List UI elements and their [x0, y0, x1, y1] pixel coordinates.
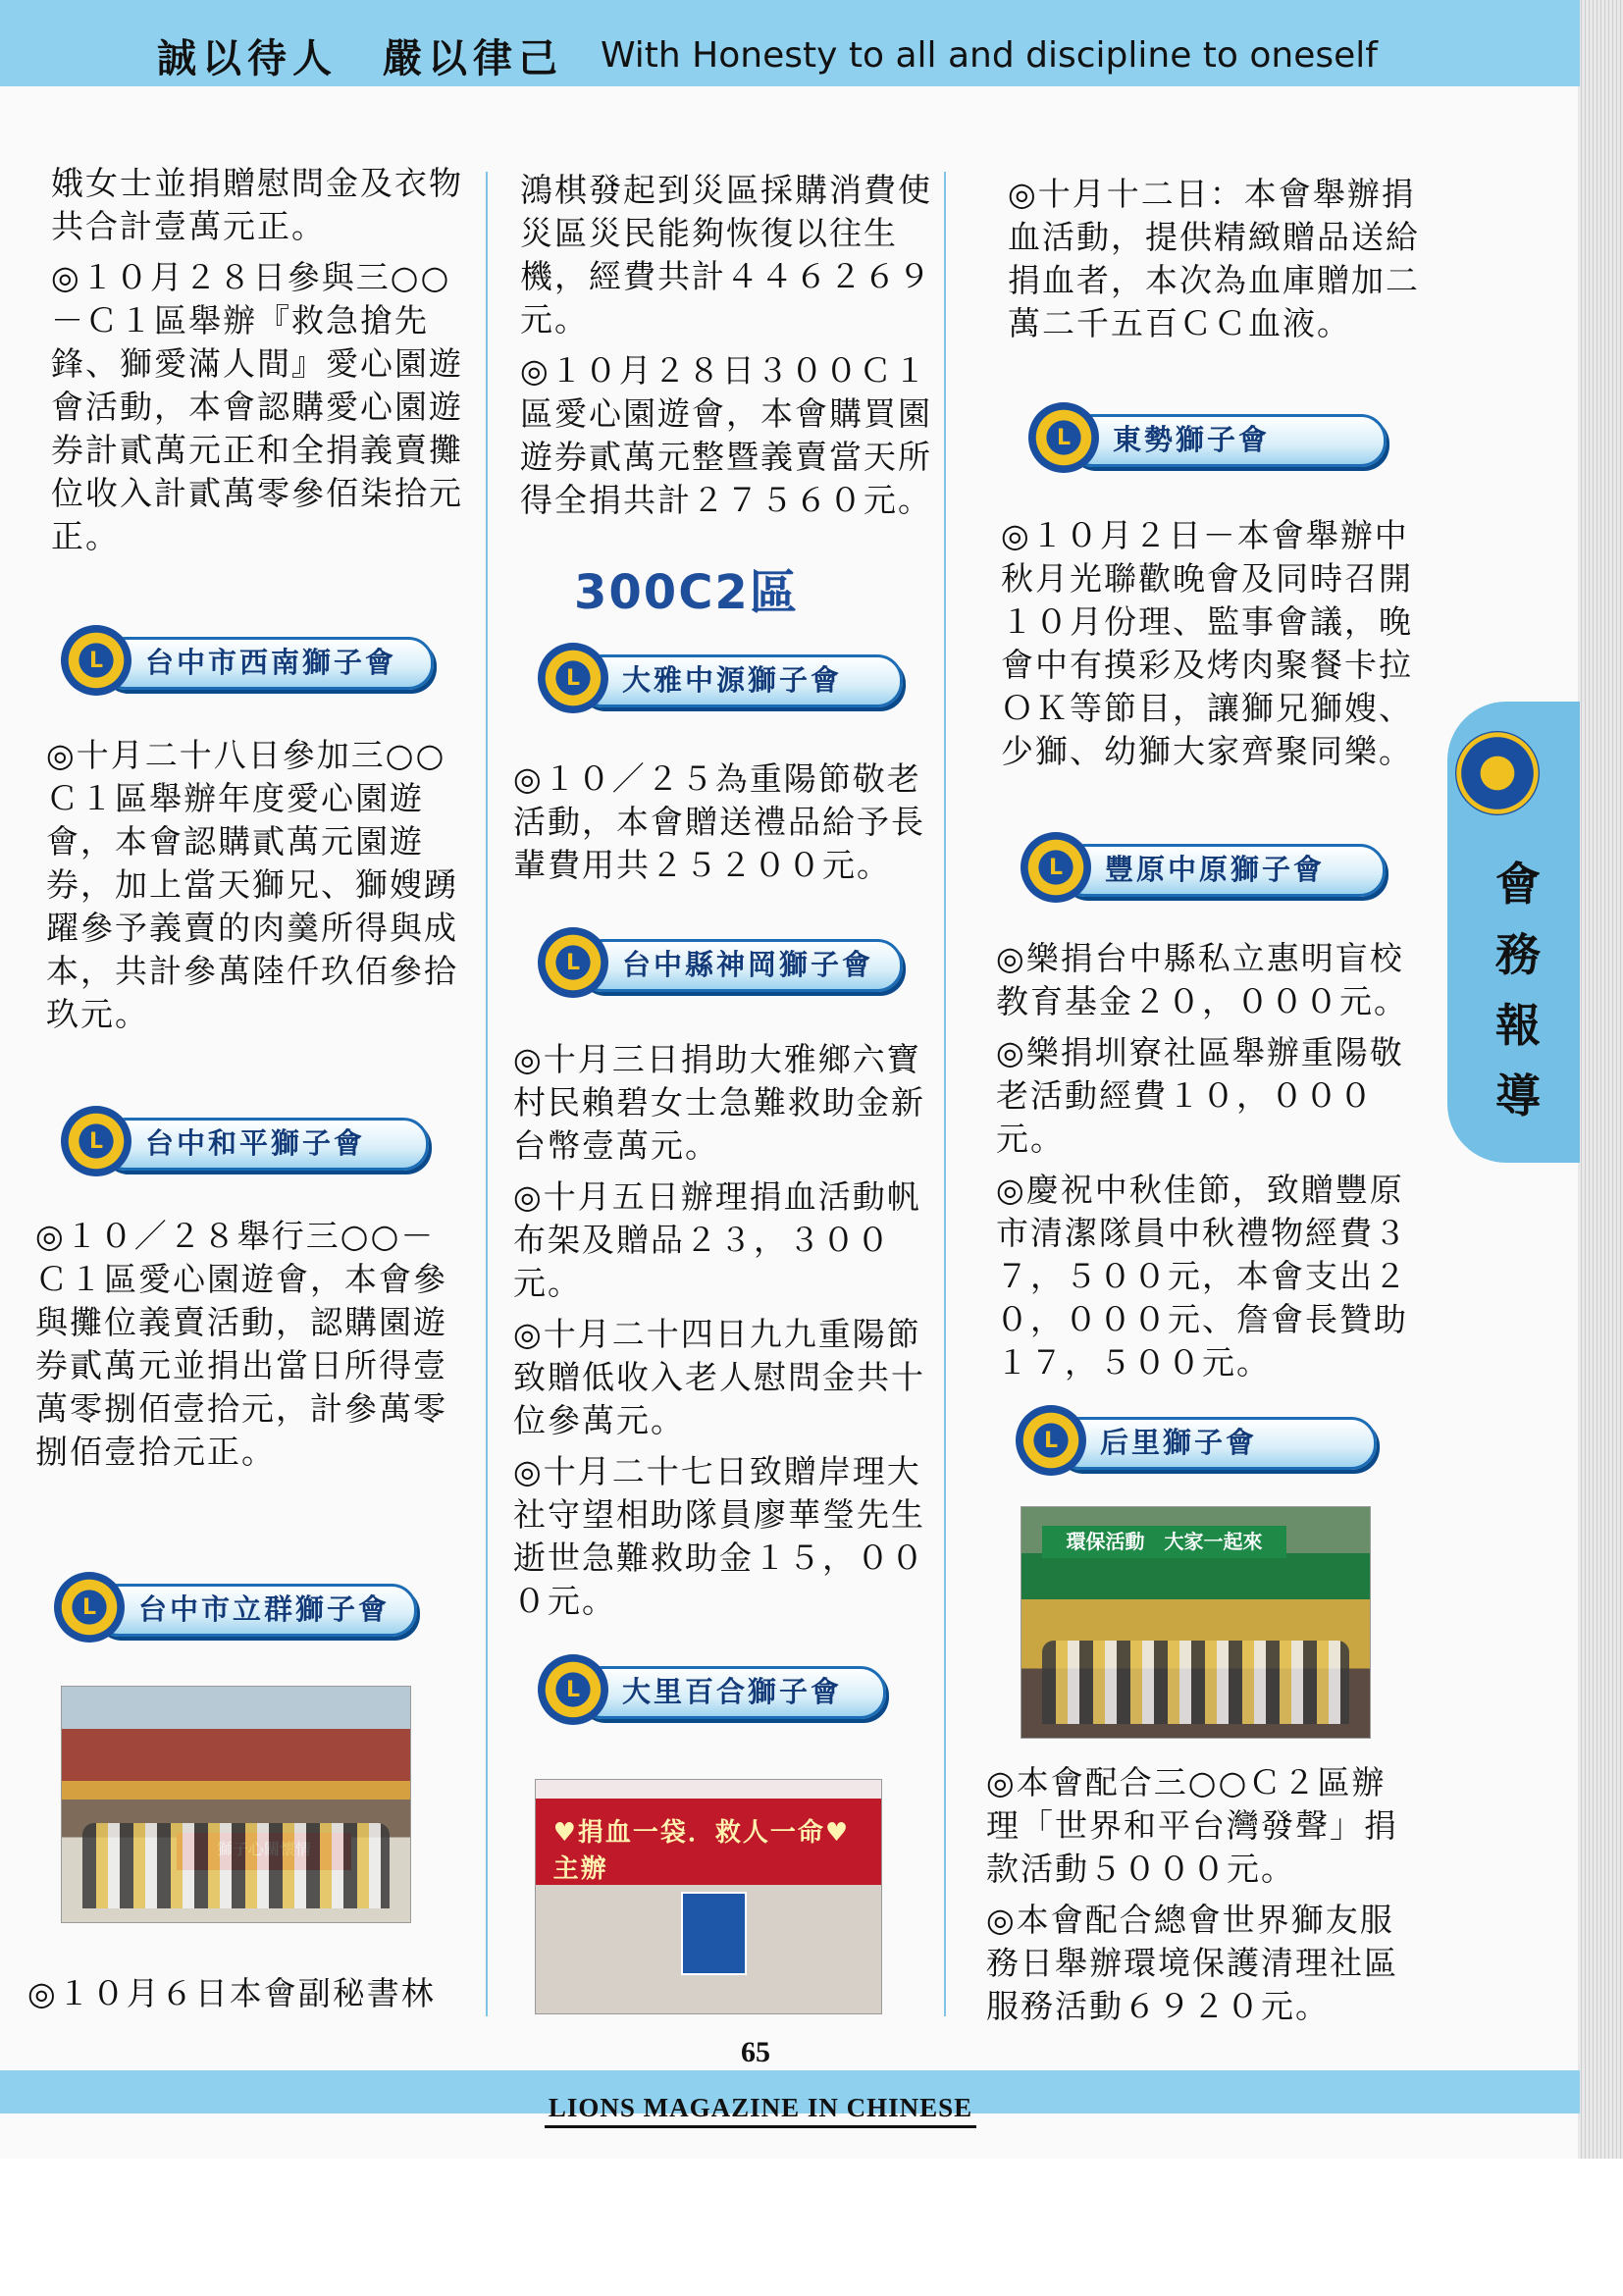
motto-english: With Honesty to all and discipline to oneself	[601, 34, 1378, 76]
club-heading	[1028, 402, 1387, 473]
section-tab	[1447, 702, 1580, 1163]
motto-chinese: 誠以待人 嚴以律己	[157, 35, 563, 81]
photo-banner: ♥捐血一袋．救人一命♥ 主辦	[552, 1818, 851, 1885]
article-text: ◎１０／２５為重陽節敬老活動，本會贈送禮品給予長輩費用共２５２００元。	[513, 759, 925, 884]
club-name: 台中和平獅子會	[145, 1125, 366, 1160]
column-2-section-2	[513, 757, 935, 895]
lions-logo-icon: L	[538, 643, 608, 713]
club-photo	[1021, 1506, 1371, 1739]
club-heading	[538, 1654, 886, 1725]
lions-logo-icon: L	[1016, 1405, 1086, 1476]
club-name: 大雅中源獅子會	[622, 662, 843, 697]
article-text: 鴻棋發起到災區採購消費使災區災民能夠恢復以往生機，經費共計４４６２６９元。	[520, 171, 932, 339]
column-1	[51, 162, 463, 566]
column-3-section-3	[996, 937, 1418, 1392]
lions-logo-icon: L	[1021, 832, 1091, 903]
page-edge	[1578, 0, 1623, 2159]
column-divider	[486, 172, 488, 2016]
district-title: 300C2區	[574, 565, 799, 620]
magazine-title: LIONS MAGAZINE IN CHINESE	[545, 2093, 976, 2128]
club-name: 后里獅子會	[1100, 1425, 1258, 1459]
club-name: 豐原中原獅子會	[1105, 852, 1326, 886]
lions-logo-icon: L	[538, 1654, 608, 1725]
article-text: ◎１０月２日－本會舉辦中秋月光聯歡晚會及同時召開１０月份理、監事會議，晚會中有摸彩及烤肉聚餐卡拉ＯＫ等節目，讓獅兄獅嫂、少獅、幼獅大家齊聚同樂。	[1001, 516, 1413, 770]
article-text: ◎十月十二日：本會舉辦捐血活動，提供精緻贈品送給捐血者，本次為血庫贈加二萬二千五百ＣＣ血液。	[1008, 175, 1420, 342]
article-text: ◎１０月２８日參與三○○－Ｃ１區舉辦『救急搶先鋒、獅愛滿人間』愛心園遊會活動，本會認購愛心園遊券計貳萬元正和全捐義賣攤位收入計貳萬零參佰柒拾元正。	[51, 258, 463, 555]
club-photo	[535, 1779, 882, 2014]
article-text: ◎十月二十四日九九重陽節致贈低收入老人慰問金共十位參萬元。	[513, 1315, 925, 1439]
club-heading	[61, 1106, 429, 1176]
club-name: 台中縣神岡獅子會	[622, 947, 874, 981]
article-text: ◎本會配合三○○Ｃ２區辦理「世界和平台灣發聲」捐款活動５０００元。	[986, 1763, 1398, 1888]
club-name: 東勢獅子會	[1113, 422, 1271, 456]
column-1-section-4	[27, 1972, 459, 2023]
article-text: ◎１０月６日本會副秘書林	[27, 1974, 436, 2012]
page-number: 65	[741, 2036, 770, 2068]
club-heading	[54, 1572, 417, 1643]
club-heading	[1016, 1405, 1377, 1476]
lions-logo-icon: L	[54, 1572, 125, 1643]
article-text: ◎十月五日辦理捐血活動帆布架及贈品２３，３００元。	[513, 1177, 921, 1302]
lions-logo-icon: L	[61, 625, 131, 696]
article-text: ◎１０月２８日３００Ｃ１區愛心園遊會，本會購買園遊券貳萬元整暨義賣當天所得全捐共計２７５６０元。	[520, 351, 932, 519]
lions-logo-icon: L	[1028, 402, 1099, 473]
article-text: ◎十月二十八日參加三○○Ｃ１區舉辦年度愛心園遊會，本會認購貳萬元園遊券，加上當天獅兄、獅嫂踴躍參予義賣的肉羹所得與成本，共計參萬陸仟玖佰參拾玖元。	[46, 736, 458, 1033]
club-photo	[61, 1686, 411, 1923]
article-text: ◎樂捐台中縣私立惠明盲校教育基金２０，０００元。	[996, 939, 1408, 1020]
column-1-section-3	[35, 1215, 457, 1482]
column-3	[1008, 173, 1430, 353]
article-text: 娥女士並捐贈慰問金及衣物共合計壹萬元正。	[51, 164, 463, 245]
column-3-section-2	[1001, 514, 1423, 781]
lions-logo-icon: L	[61, 1106, 131, 1176]
club-name: 大里百合獅子會	[622, 1674, 843, 1708]
page-header	[157, 27, 1378, 82]
article-text: ◎樂捐圳寮社區舉辦重陽敬老活動經費１０，０００元。	[996, 1033, 1404, 1158]
column-3-section-4	[986, 1761, 1418, 2036]
article-text: ◎十月三日捐助大雅鄉六寶村民賴碧女士急難救助金新台幣壹萬元。	[513, 1040, 925, 1165]
article-text: ◎１０／２８舉行三○○－Ｃ１區愛心園遊會，本會參與攤位義賣活動，認購園遊券貳萬元並捐出當日所得壹萬零捌佰壹拾元，計參萬零捌佰壹拾元正。	[35, 1217, 447, 1471]
lions-seal-icon	[1455, 731, 1540, 815]
club-heading	[1021, 832, 1386, 903]
lions-logo-icon: L	[538, 927, 608, 998]
article-text: ◎十月二十七日致贈岸理大社守望相助隊員廖華瑩先生逝世急難救助金１５，０００元。	[513, 1452, 925, 1620]
article-text: ◎慶祝中秋佳節，致贈豐原市清潔隊員中秋禮物經費３７，５００元，本會支出２０，０００元、詹會長贊助１７，５００元。	[996, 1171, 1408, 1382]
club-heading	[61, 625, 434, 696]
club-heading	[538, 927, 903, 998]
section-label: 會務報導	[1495, 858, 1541, 1122]
column-2	[520, 169, 932, 530]
photo-banner: 環保活動 大家一起來	[1042, 1526, 1286, 1558]
column-2-section-3	[513, 1038, 935, 1631]
club-heading	[538, 643, 903, 713]
club-name: 台中市立群獅子會	[138, 1592, 391, 1626]
column-1-section-2	[46, 734, 458, 1044]
column-divider	[944, 172, 946, 2016]
club-name: 台中市西南獅子會	[145, 645, 397, 679]
article-text: ◎本會配合總會世界獅友服務日舉辦環境保護清理社區服務活動６９２０元。	[986, 1901, 1398, 2025]
